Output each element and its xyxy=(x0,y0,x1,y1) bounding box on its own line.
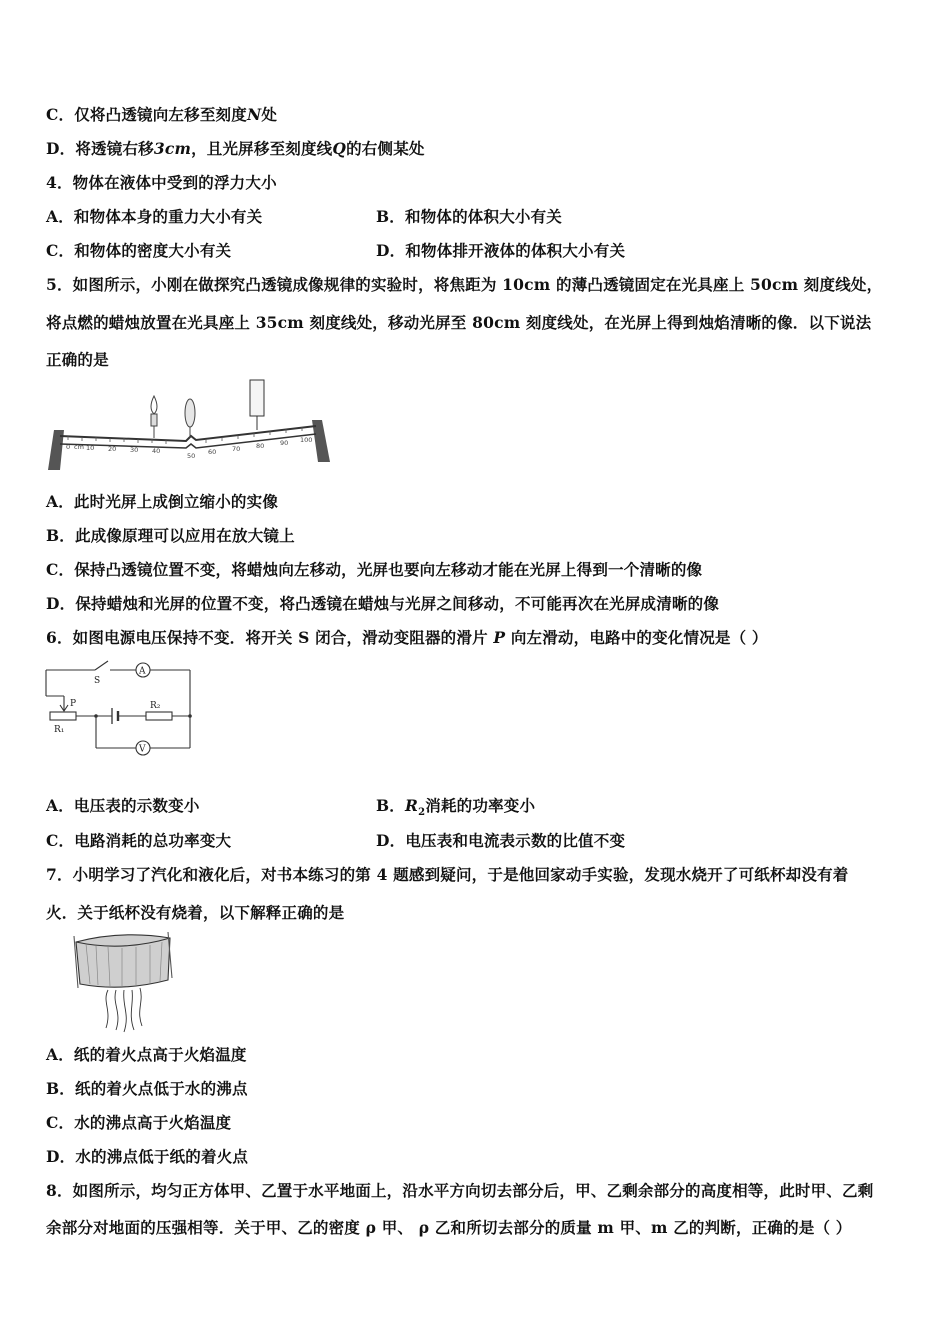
r1-label: R₁ xyxy=(54,725,65,735)
optical-bench-figure xyxy=(46,378,336,473)
bench-rail-bottom xyxy=(60,434,316,448)
tick-label-90: 90 xyxy=(280,439,289,447)
q5-option-d: D．保持蜡烛和光屏的位置不变，将凸透镜在蜡烛与光屏之间移动，不可能再次在光屏成清晰的像 xyxy=(46,594,720,613)
q7-stem-line2: 火．关于纸杯没有烧着，以下解释正确的是 xyxy=(46,903,345,922)
circuit-diagram xyxy=(40,656,200,758)
junction-right xyxy=(188,714,192,718)
q7-option-a: A．纸的着火点高于火焰温度 xyxy=(46,1045,247,1064)
ammeter-label: A xyxy=(139,666,146,677)
ruler-labels xyxy=(66,436,312,460)
q6-option-b: B．$R_2$消耗的功率变小 xyxy=(376,796,536,819)
tick-label-0: 0 xyxy=(66,443,71,451)
r2-label: R₂ xyxy=(150,701,161,711)
q3-option-c: C．仅将凸透镜向左移至刻度N处 xyxy=(46,105,278,124)
voltmeter-label: V xyxy=(139,744,146,755)
q5-stem-line1: 5．如图所示，小刚在做探究凸透镜成像规律的实验时，将焦距为 10cm 的薄凸透镜固定在光具座上 50cm 刻度线处， xyxy=(46,275,883,294)
tick-label-30: 30 xyxy=(130,446,139,454)
q4-option-d: D．和物体排开液体的体积大小有关 xyxy=(376,241,626,260)
tick-label-100: 100 xyxy=(300,436,313,444)
candle xyxy=(151,396,157,438)
light-screen xyxy=(250,380,264,430)
q4-stem: 4．物体在液体中受到的浮力大小 xyxy=(46,173,277,192)
q6-stem: 6．如图电源电压保持不变．将开关 S 闭合，滑动变阻器的滑片 P 向左滑动，电路中的变化情况是（ ） xyxy=(46,628,768,647)
q6-option-a: A．电压表的示数变小 xyxy=(46,796,200,815)
q4-option-b: B．和物体的体积大小有关 xyxy=(376,207,563,226)
tick-label-40: 40 xyxy=(152,447,161,455)
q5-option-a: A．此时光屏上成倒立缩小的实像 xyxy=(46,492,279,511)
q7-option-c: C．水的沸点高于火焰温度 xyxy=(46,1113,232,1132)
q5-stem-line3: 正确的是 xyxy=(46,350,109,369)
q6-option-c: C．电路消耗的总功率变大 xyxy=(46,831,232,850)
tick-label-80: 80 xyxy=(256,442,265,450)
q7-option-b: B．纸的着火点低于水的沸点 xyxy=(46,1079,248,1098)
tick-label-10: 10 xyxy=(86,444,95,452)
q7-option-d: D．水的沸点低于纸的着火点 xyxy=(46,1147,249,1166)
tick-label-70: 70 xyxy=(232,445,241,453)
q6-option-d: D．电压表和电流表示数的比值不变 xyxy=(376,831,626,850)
q3-option-d: D．将透镜右移3cm，且光屏移至刻度线Q的右侧某处 xyxy=(46,139,425,158)
tick-label-50: 50 xyxy=(187,452,196,460)
junction-left xyxy=(94,714,98,718)
q4-option-a: A．和物体本身的重力大小有关 xyxy=(46,207,263,226)
switch-label: S xyxy=(94,676,101,686)
q4-option-c: C．和物体的密度大小有关 xyxy=(46,241,232,260)
q5-option-c: C．保持凸透镜位置不变，将蜡烛向左移动，光屏也要向左移动才能在光屏上得到一个清晰的像 xyxy=(46,560,703,579)
tick-label-60: 60 xyxy=(208,448,217,456)
q8-stem-line1: 8．如图所示，均匀正方体甲、乙置于水平地面上，沿水平方向切去部分后，甲、乙剩余部分的高度相等，此时甲、乙剩 xyxy=(46,1181,874,1200)
slider-label: P xyxy=(70,699,77,709)
tick-label-unit: cm xyxy=(74,443,84,451)
paper-cup-figure xyxy=(72,928,180,1034)
tick-label-20: 20 xyxy=(108,445,117,453)
q7-stem-line1: 7．小明学习了汽化和液化后，对书本练习的第 4 题感到疑问，于是他回家动手实验，发现水烧开了可纸杯却没有着 xyxy=(46,865,849,884)
q5-stem-line2: 将点燃的蜡烛放置在光具座上 35cm 刻度线处，移动光屏至 80cm 刻度线处，在光屏上得到烛焰清晰的像．以下说法 xyxy=(46,313,872,332)
flame xyxy=(106,988,142,1032)
q5-option-b: B．此成像原理可以应用在放大镜上 xyxy=(46,526,295,545)
convex-lens xyxy=(185,399,195,438)
q8-stem-line2: 余部分对地面的压强相等．关于甲、乙的密度 ρ 甲、 ρ 乙和所切去部分的质量 m 甲、m 乙的判断，正确的是（ ） xyxy=(46,1218,852,1237)
